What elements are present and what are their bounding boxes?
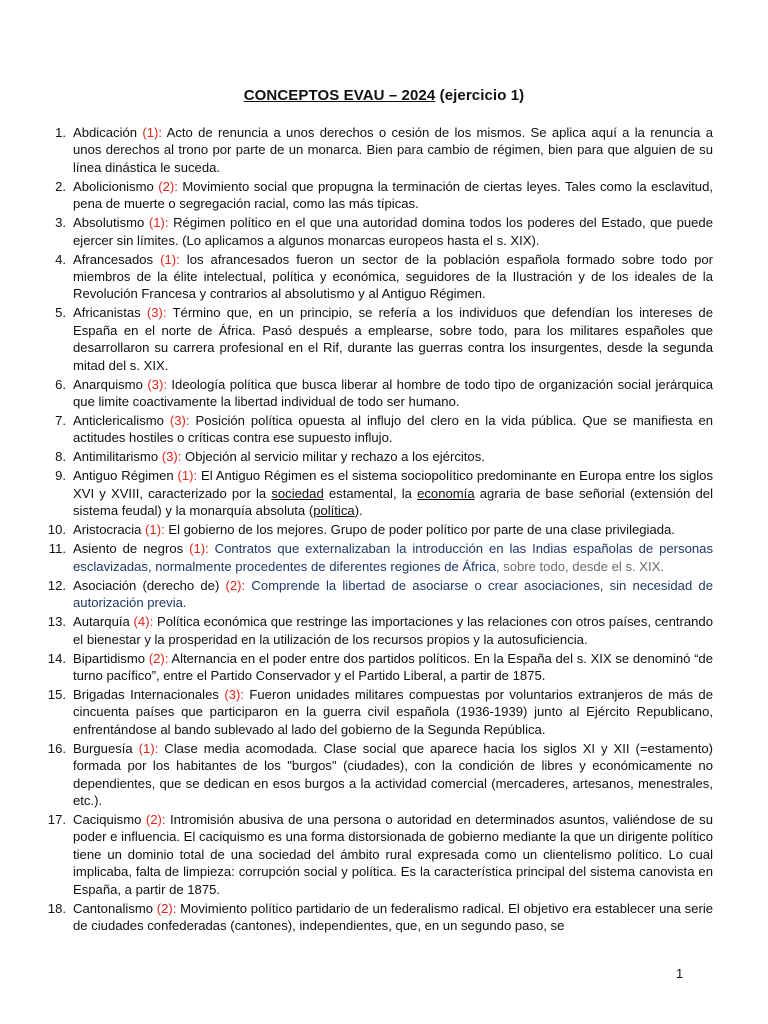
item-mark: (1) — [138, 740, 155, 756]
item-body: El Antiguo Régimen es el sistema sociopolítico predominante en Europa entre los siglos XVI y XVIII, caracterizado por la — [73, 468, 714, 501]
item-body: Objeción al servicio militar y rechazo a los ejércitos. — [181, 449, 485, 465]
item-sep: : — [176, 251, 180, 267]
item-term: Caciquismo — [73, 811, 142, 827]
item-sep: : — [149, 614, 154, 630]
item-mark: (2) — [225, 577, 242, 593]
item-body: Alternancia en el poder entre dos partidos políticos. En la España del s. XIX se denominó “de turno pacífico”, entre el Partido Conservador y el Partido Liberal, a partir de 1875. — [73, 650, 713, 683]
item-number: 11. — [48, 541, 66, 557]
list-item — [38, 521, 713, 538]
item-body: Término que, en un principio, se refería a los individuos que defendían los intereses de España en el norte de África. Pasó después a emplearse, sobre todo, para los militares españoles que desarrollaron su carrera profesional en el Rif, durante las guerras contra los insurgentes, desde la segunda mitad del s. XIX. — [73, 305, 713, 373]
list-item — [38, 811, 713, 898]
list-item — [38, 900, 713, 935]
list-item — [38, 650, 713, 685]
item-mark: (1) — [160, 251, 177, 267]
item-body: El gobierno de los mejores. Grupo de poder político por parte de una clase privilegiada. — [164, 522, 675, 538]
item-number: 1. — [55, 125, 66, 140]
item-term: Bipartidismo — [73, 650, 146, 666]
item-body: Movimiento político partidario de un federalismo radical. El objetivo era establecer una serie de ciudades confederadas (cantones), independientes, que, en un segundo paso, se — [73, 900, 714, 933]
item-term: Abdicación — [73, 125, 138, 140]
item-number: 14. — [47, 650, 66, 666]
list-item — [38, 304, 713, 374]
item-body: Movimiento social que propugna la terminación de ciertas leyes. Tales como la esclavitud, pena de muerte o segregación racial, como las más típicas. — [73, 178, 713, 212]
item-term: Antiguo Régimen — [73, 468, 174, 484]
item-body: Intromisión abusiva de una persona o autoridad en determinados asuntos, valiéndose de su poder e influencia. El caciquismo es una forma distorsionada de gobierno mediante la que un dirigente político tiene un dominio total de una sociedad del ámbito rural expresada como un clientelismo político. Lo cual implicaba, falta de limpieza: corrupción social y política. Es la característica principal del sistema canovista en España, a partir de 1875. — [73, 811, 713, 897]
item-sep: : — [205, 541, 209, 557]
list-item — [38, 540, 713, 575]
item-term: Brigadas Internacionales — [73, 686, 219, 702]
item-sep: : — [185, 413, 190, 429]
item-body: estamental, la — [323, 485, 418, 501]
list-item — [38, 448, 713, 465]
item-body: Contratos que externalizaban la introducción en las Indias españolas de personas esclavizadas, normalmente procedentes de diferentes regiones de África — [73, 541, 713, 574]
item-term: Aristocracia — [73, 522, 142, 538]
list-item — [38, 124, 713, 176]
item-number: 3. — [55, 215, 66, 231]
item-sep: : — [163, 376, 167, 392]
item-sep: : — [193, 468, 198, 484]
item-body: Régimen político en el que una autoridad domina todos los poderes del Estado, que puede ejercer sin límites. (Lo aplicamos a algunos monarcas europeos hasta el s. XIX). — [73, 215, 713, 248]
item-body-gray: , sobre todo, desde el s. XIX. — [495, 558, 665, 574]
item-number: 17. — [47, 811, 66, 827]
item-mark: (4) — [133, 614, 150, 630]
item-body: Ideología política que busca liberar al hombre de todo tipo de organización social jerárquica que limite coactivamente la libertad individual de todo ser humano. — [73, 376, 714, 410]
item-term: Asiento de negros — [73, 541, 184, 557]
item-body: agraria de base señorial (extensión del sistema feudal) y la monarquía absoluta ( — [73, 485, 713, 519]
list-item — [38, 613, 713, 648]
list-item — [38, 686, 713, 738]
item-sep: : — [161, 522, 165, 538]
item-number: 9. — [55, 468, 66, 484]
item-number: 8. — [55, 449, 66, 465]
underlined-term: economía — [417, 485, 475, 501]
item-mark: (3) — [169, 413, 186, 429]
list-item — [38, 467, 713, 519]
item-term: Cantonalismo — [73, 900, 154, 916]
item-term: Absolutismo — [73, 215, 145, 231]
item-number: 4. — [55, 251, 66, 267]
item-term: Africanistas — [73, 305, 141, 321]
item-body: Comprende la libertad de asociarse o crear asociaciones, sin necesidad de autorización previa. — [73, 577, 713, 611]
item-mark: (2) — [158, 178, 175, 194]
list-item — [38, 214, 713, 249]
item-mark: (1) — [189, 541, 206, 557]
item-mark: (3) — [146, 305, 163, 321]
item-term: Asociación (derecho de) — [73, 577, 220, 593]
item-sep: : — [172, 900, 177, 916]
item-sep: : — [162, 305, 167, 321]
item-number: 5. — [55, 305, 66, 321]
item-mark: (3) — [224, 686, 241, 702]
list-item — [38, 412, 713, 447]
item-mark: (2) — [148, 650, 165, 666]
item-number: 2. — [55, 178, 66, 194]
item-sep: : — [161, 811, 166, 827]
item-number: 16. — [47, 740, 66, 756]
item-number: 6. — [55, 376, 66, 392]
item-sep: : — [174, 178, 178, 194]
item-number: 12. — [47, 577, 66, 593]
item-sep: : — [154, 740, 159, 756]
item-term: Abolicionismo — [73, 178, 154, 194]
item-mark: (2) — [156, 900, 173, 916]
item-mark: (1) — [142, 125, 159, 140]
item-sep: : — [158, 125, 163, 140]
item-mark: (1) — [145, 522, 162, 538]
item-sep: : — [240, 686, 244, 702]
item-number: 18. — [47, 900, 66, 916]
item-sep: : — [241, 577, 246, 593]
item-number: 10. — [47, 522, 66, 538]
underlined-term: política — [313, 503, 355, 519]
item-mark: (3) — [161, 449, 178, 465]
list-item — [38, 740, 713, 810]
page-number: 1 — [676, 966, 684, 981]
item-sep: : — [164, 650, 169, 666]
item-sep: : — [177, 449, 182, 465]
list-item — [38, 251, 713, 303]
page-title — [0, 87, 768, 104]
item-body: los afrancesados fueron un sector de la población española formado sobre todo por miembros de la élite intelectual, política y económica, seguidores de la Ilustración y de los ideales de la Revolución Francesa y contrarios al absolutismo y al Antiguo Régimen. — [73, 251, 713, 302]
item-term: Anarquismo — [73, 376, 143, 392]
item-term: Burguesía — [73, 740, 133, 756]
item-term: Antimilitarismo — [73, 449, 159, 465]
list-item — [38, 178, 713, 213]
item-body: Clase media acomodada. Clase social que aparece hacia los siglos XI y XII (=estamento) formada por los habitantes de los "burgos" (ciudades), con la condición de libres y económicamente no dependientes, que se dedican en esos burgos a la actividad comercial (mercaderes, artesanos, menestrales, etc.). — [73, 740, 714, 808]
item-number: 13. — [47, 614, 66, 630]
item-number: 7. — [55, 413, 66, 429]
item-body: ). — [354, 503, 363, 519]
item-term: Autarquía — [73, 614, 130, 630]
title-sub: (ejercicio 1) — [435, 87, 525, 104]
concept-list — [38, 124, 713, 936]
list-item — [38, 376, 713, 411]
item-body: Posición política opuesta al influjo del clero en la vida pública. Que se manifiesta en actitudes hostiles o críticas contra ese supuesto influjo. — [73, 413, 714, 446]
item-sep: : — [164, 215, 169, 231]
item-mark: (2) — [145, 811, 162, 827]
item-number: 15. — [47, 686, 66, 702]
item-term: Anticlericalismo — [73, 413, 164, 429]
underlined-term: sociedad — [271, 485, 324, 501]
item-body: Fueron unidades militares compuestas por voluntarios extranjeros de más de cincuenta países que participaron en la guerra civil española (1936-1939) junto al Ejército Republicano, enfrentándose al bando sublevado al lado del gobierno de la Segunda República. — [73, 686, 713, 737]
item-body: Política económica que restringe las importaciones y las relaciones con otros países, centrando el bienestar y la prosperidad en la utilización de los recursos propios y la autosuficiencia. — [73, 614, 713, 647]
list-item — [38, 577, 713, 612]
item-mark: (1) — [177, 468, 194, 484]
item-body: Acto de renuncia a unos derechos o cesión de los mismos. Se aplica aquí a la renuncia a unos derechos al trono por parte de un monarca. Bien para cambio de régimen, bien para que alguien de su línea dinástica le suceda. — [73, 125, 713, 175]
item-mark: (1) — [148, 215, 165, 231]
item-term: Afrancesados — [73, 251, 154, 267]
item-mark: (3) — [147, 376, 164, 392]
title-main: CONCEPTOS EVAU – 2024 — [243, 87, 436, 104]
